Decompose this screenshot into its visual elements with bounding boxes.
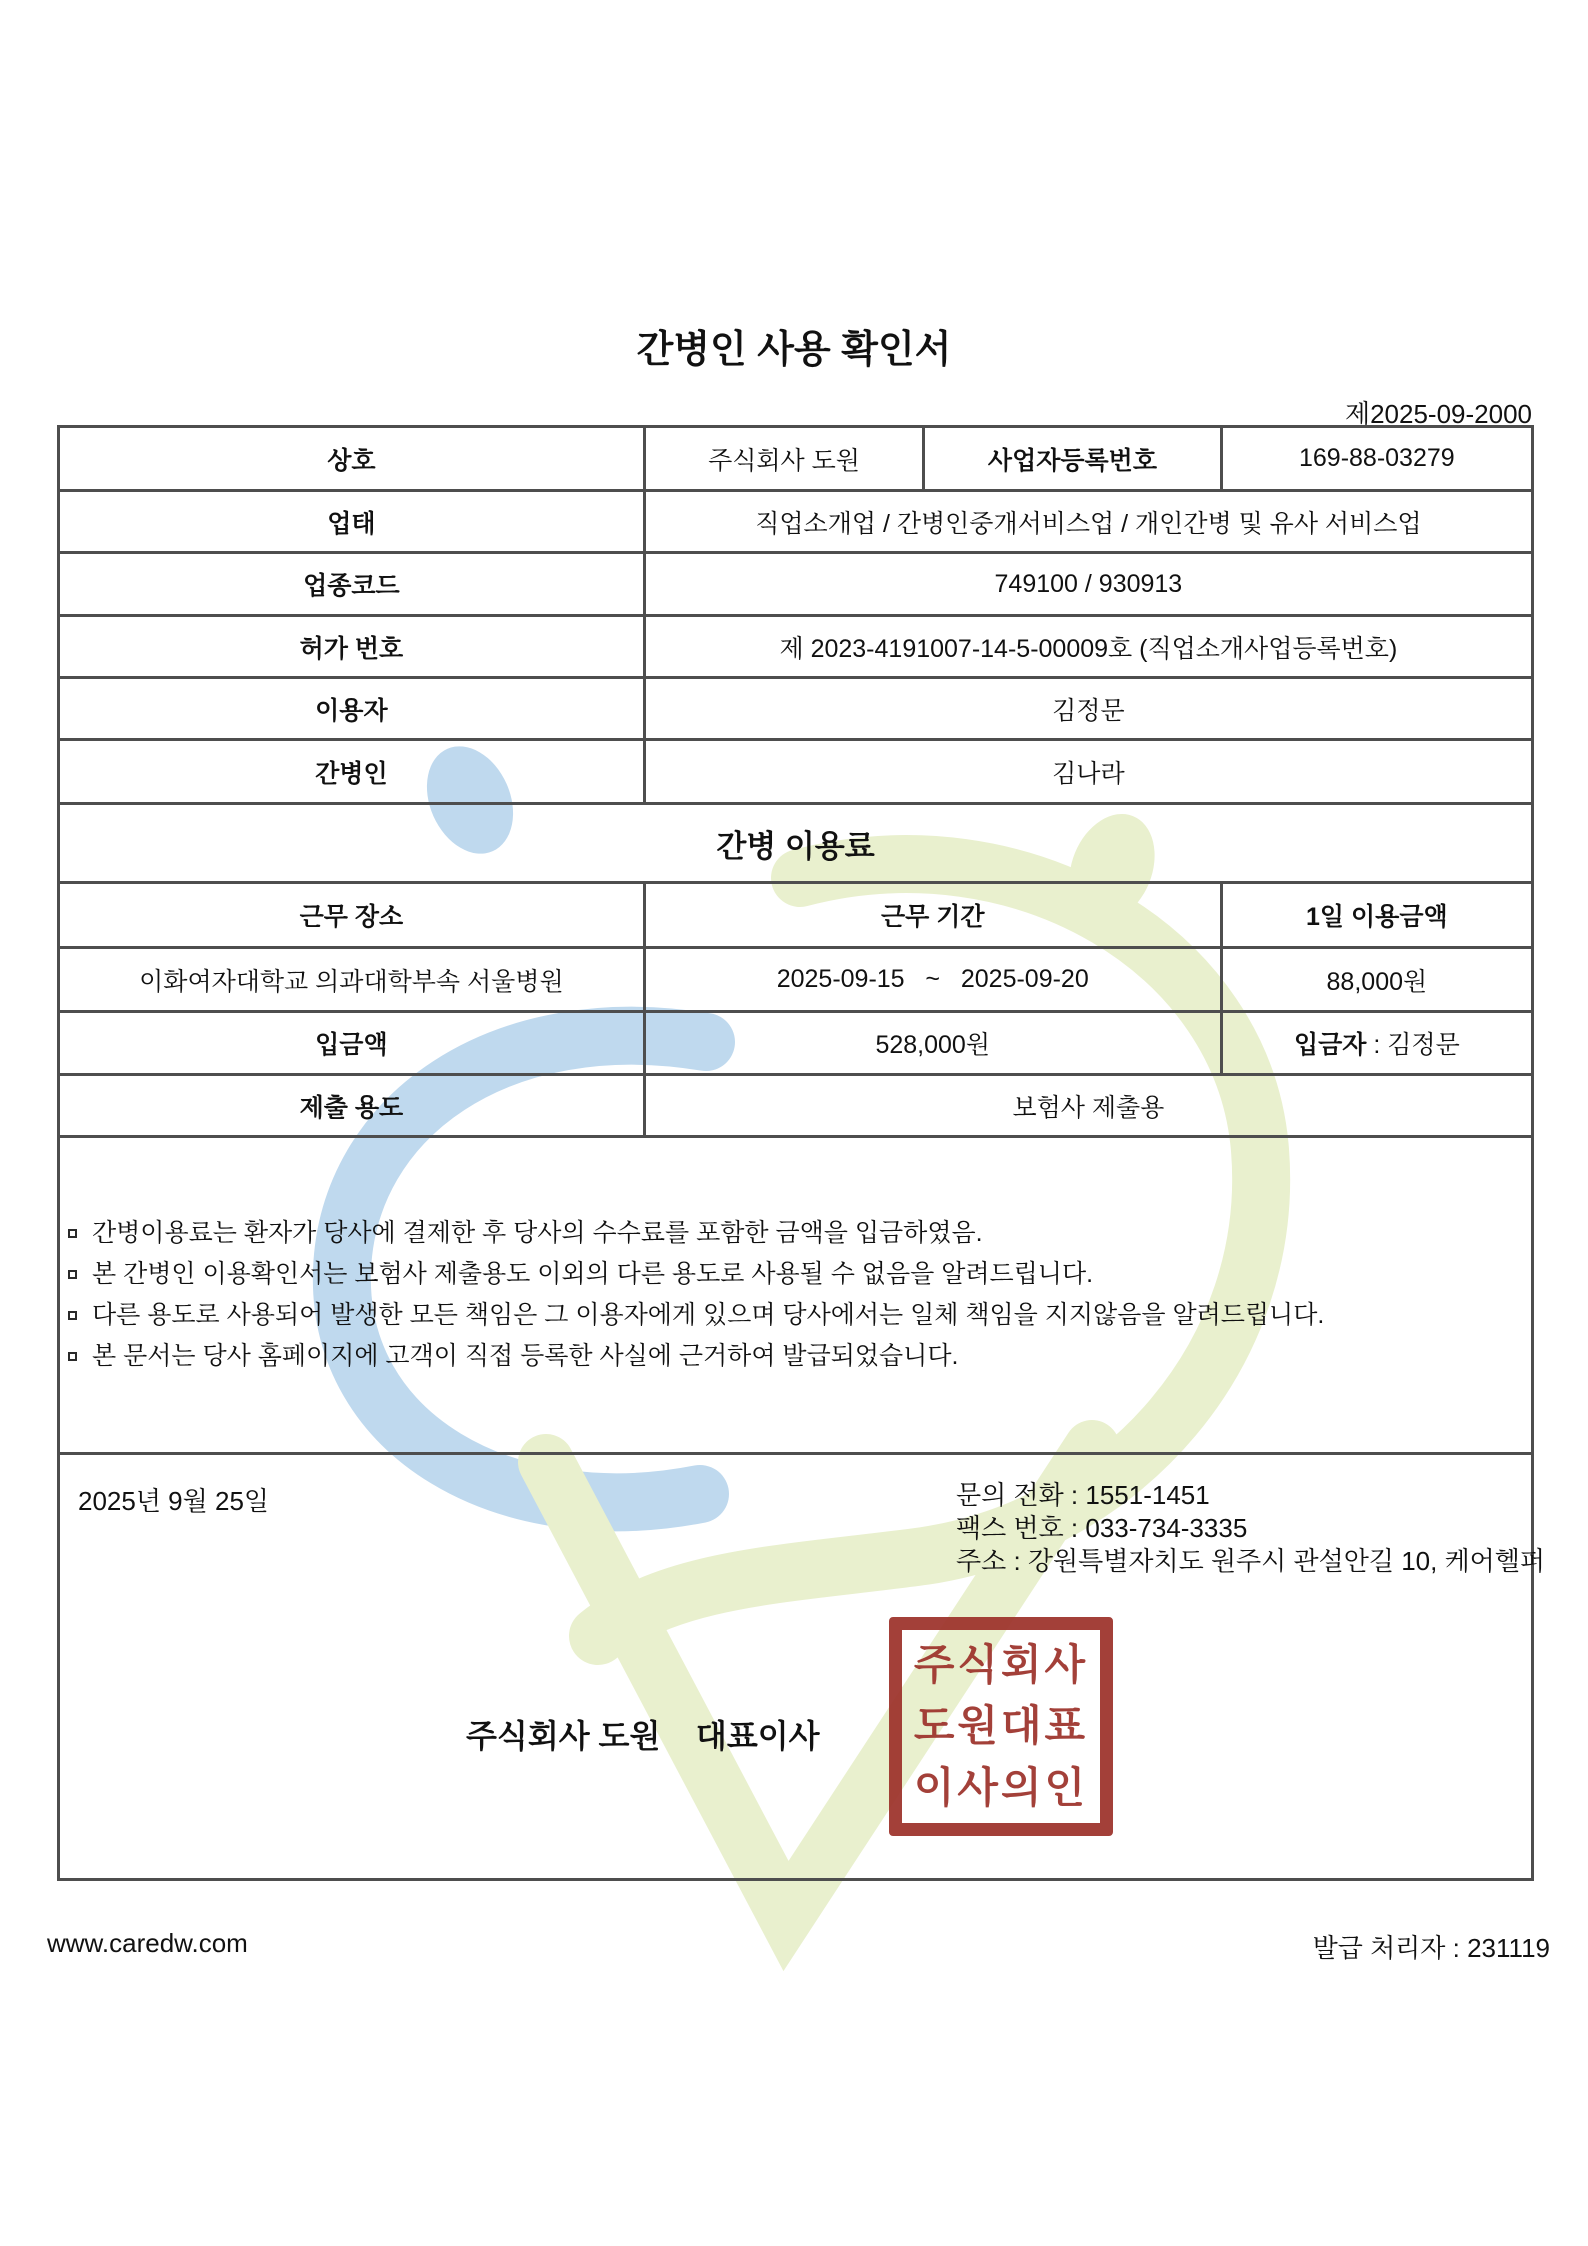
table-row (59, 883, 1533, 948)
stamp-line: 주식회사 (913, 1640, 1089, 1688)
place-header: 근무 장소 (59, 883, 645, 948)
note-text: 다른 용도로 사용되어 발생한 모든 책임은 그 이용자에게 있으며 당사에서는 일체 책임을 지지않음을 알려드립니다. (92, 1301, 1325, 1329)
biz-type-label: 업태 (59, 491, 645, 553)
stamp-line: 이사의인 (913, 1764, 1089, 1812)
biz-name-label: 상호 (59, 427, 645, 491)
note-item (68, 1295, 1523, 1336)
depositor-separator: : (1366, 1031, 1388, 1059)
note-item (68, 1213, 1523, 1254)
stamp-line: 도원대표 (913, 1702, 1089, 1750)
square-bullet-icon (68, 1352, 77, 1361)
user-value: 김정문 (644, 678, 1532, 740)
license-value: 제 2023-4191007-14-5-00009호 (직업소개사업등록번호) (644, 616, 1532, 678)
fee-section-title: 간병 이용료 (59, 804, 1533, 883)
company-signature: 주식회사 도원 대표이사 (466, 1718, 820, 1754)
document-number: 제2025-09-2000 (1344, 399, 1532, 429)
table-row (59, 616, 1533, 678)
notes-list (68, 1213, 1523, 1377)
contact-address: 주소 : 강원특별자치도 원주시 관설안길 10, 케어헬퍼 (956, 1546, 1546, 1576)
biz-reg-label: 사업자등록번호 (924, 427, 1221, 491)
note-text: 간병이용료는 환자가 당사에 결제한 후 당사의 수수료를 포함한 금액을 입금하였음. (92, 1219, 983, 1247)
biz-type-value: 직업소개업 / 간병인중개서비스업 / 개인간병 및 유사 서비스업 (644, 491, 1532, 553)
table-row (59, 553, 1533, 616)
table-row (59, 740, 1533, 804)
note-text: 본 문서는 당사 홈페이지에 고객이 직접 등록한 사실에 근거하여 발급되었습니다. (92, 1342, 959, 1370)
contact-phone: 문의 전화 : 1551-1451 (956, 1480, 1210, 1510)
issuer-id: 발급 처리자 : 231119 (1312, 1933, 1550, 1963)
depositor-name: 김정문 (1387, 1031, 1460, 1059)
purpose-value: 보험사 제출용 (644, 1075, 1532, 1137)
purpose-label: 제출 용도 (59, 1075, 645, 1137)
corporate-seal-stamp (889, 1617, 1113, 1836)
depositor-label: 입금자 (1293, 1031, 1367, 1059)
notes-cell (59, 1137, 1533, 1454)
page-title: 간병인 사용 확인서 (636, 329, 952, 371)
depositor-cell (1221, 1012, 1532, 1075)
contact-block (956, 1479, 1545, 1578)
table-row (59, 678, 1533, 740)
note-item (68, 1254, 1523, 1295)
table-row (59, 948, 1533, 1012)
biz-name-value: 주식회사 도원 (644, 427, 923, 491)
daily-fee-header: 1일 이용금액 (1221, 883, 1532, 948)
table-row (59, 804, 1533, 883)
caregiver-label: 간병인 (59, 740, 645, 804)
daily-fee-value: 88,000원 (1221, 948, 1532, 1012)
deposit-label: 입금액 (59, 1012, 645, 1075)
period-header: 근무 기간 (644, 883, 1221, 948)
issue-cell (59, 1454, 1546, 1880)
license-label: 허가 번호 (59, 616, 645, 678)
note-item (68, 1336, 1523, 1377)
square-bullet-icon (68, 1229, 77, 1238)
table-row (59, 491, 1533, 553)
table-row (59, 1012, 1533, 1075)
table-row (59, 1454, 1533, 1880)
note-text: 본 간병인 이용확인서는 보험사 제출용도 이외의 다른 용도로 사용될 수 없음을 알려드립니다. (92, 1260, 1094, 1288)
table-row (59, 1075, 1533, 1137)
square-bullet-icon (68, 1311, 77, 1320)
period-value: 2025-09-15 ~ 2025-09-20 (644, 948, 1221, 1012)
issue-date: 2025년 9월 25일 (78, 1486, 270, 1516)
deposit-value: 528,000원 (644, 1012, 1221, 1075)
biz-code-value: 749100 / 930913 (644, 553, 1532, 616)
biz-code-label: 업종코드 (59, 553, 645, 616)
caregiver-value: 김나라 (644, 740, 1532, 804)
website-url: www.caredw.com (47, 1928, 248, 1958)
place-value: 이화여자대학교 의과대학부속 서울병원 (59, 948, 645, 1012)
table-row (59, 427, 1533, 491)
user-label: 이용자 (59, 678, 645, 740)
biz-reg-value: 169-88-03279 (1221, 427, 1532, 491)
table-row (59, 1137, 1533, 1454)
confirmation-table (57, 425, 1546, 1881)
contact-fax: 팩스 번호 : 033-734-3335 (956, 1513, 1248, 1543)
square-bullet-icon (68, 1270, 77, 1279)
